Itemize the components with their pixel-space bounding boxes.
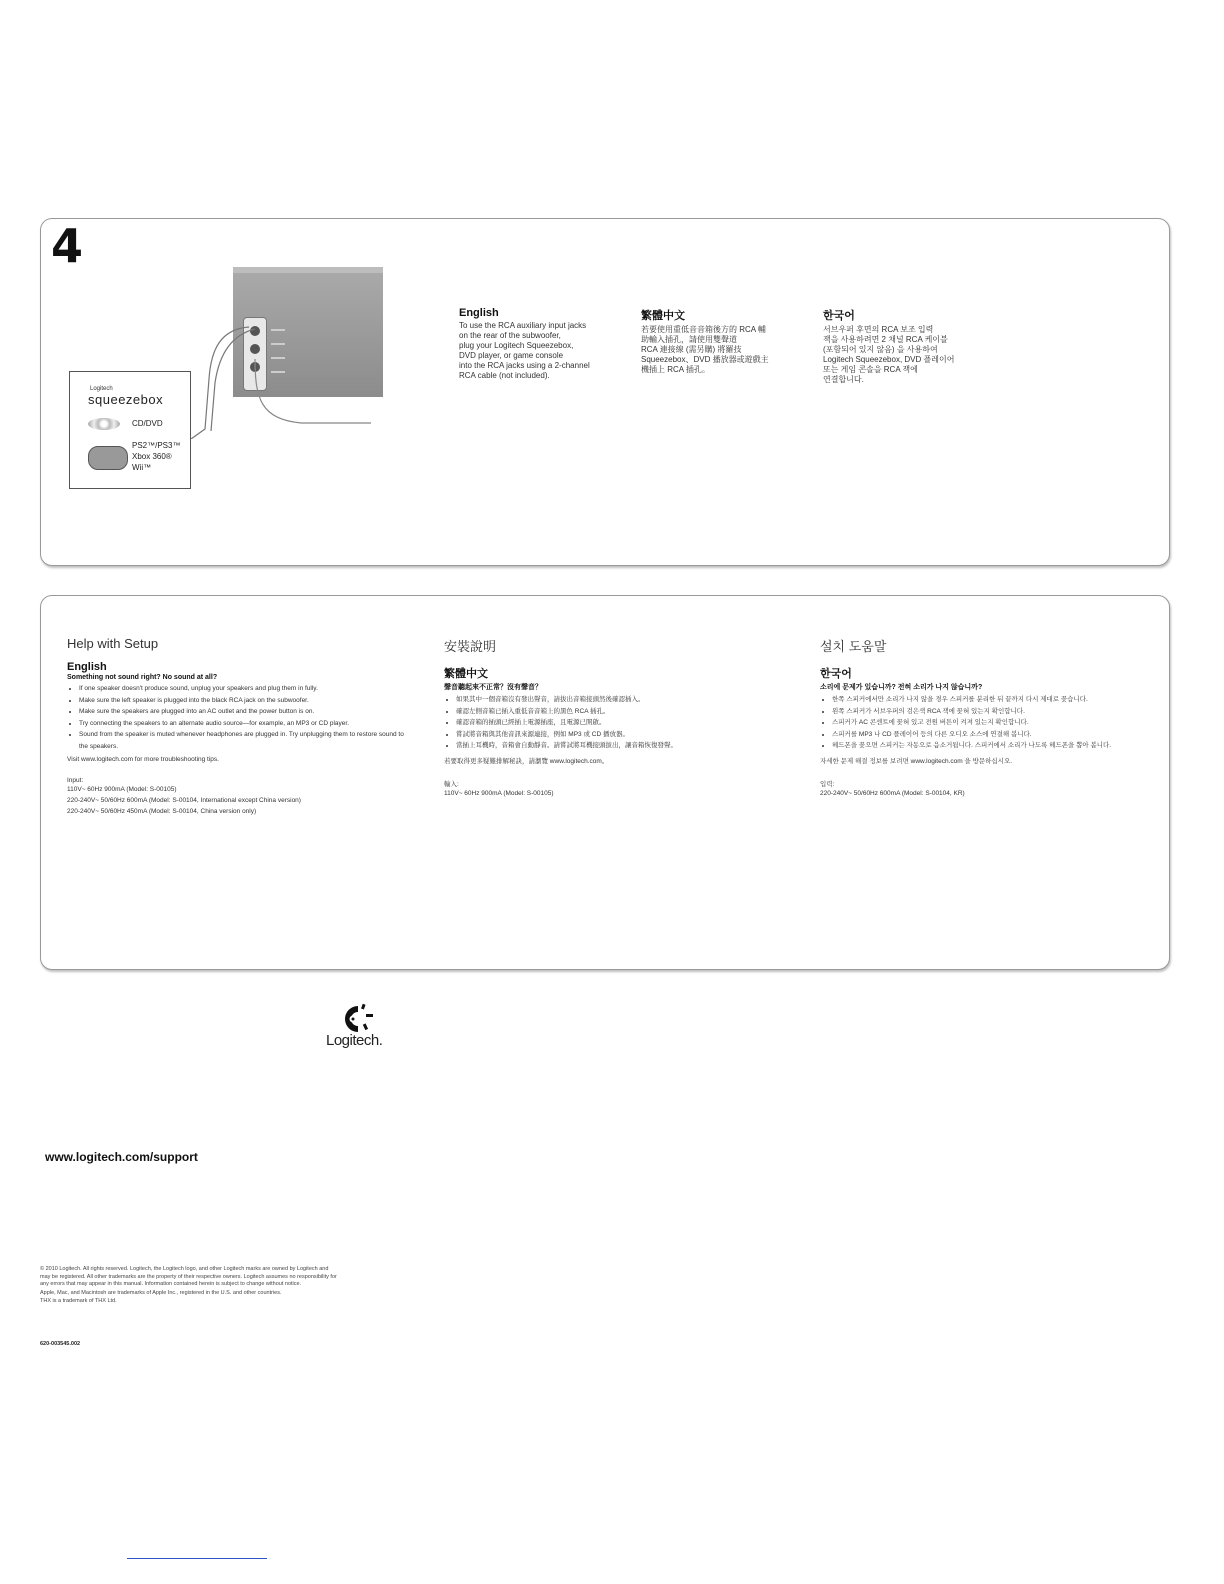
step-korean-body: 서브우퍼 후면의 RCA 보조 입력 잭을 사용하려면 2 채널 RCA 케이블 (포함되어 있지 않음) 을 사용하여 Logitech Squeezebox, DVD 플레이어 또는 게임 콘솔을 RCA 잭에 연결합니다. [823,325,955,384]
list-item: • 스피커가 AC 콘센트에 꽂혀 있고 전원 버튼이 켜져 있는지 확인합니다. [832,717,1150,729]
list-item: • Make sure the left speaker is plugged into the black RCA jack on the subwoofer. [79,695,407,707]
help-visit: Visit www.logitech.com for more troubleshooting tips. [67,756,219,763]
input-spec: 220-240V~ 50/60Hz 600mA (Model: S-00104, KR) [820,789,965,797]
help-lang-title: 한국어 [820,668,852,680]
logitech-wordmark: Logitech. [326,1032,383,1049]
gamepad-icon [88,446,128,470]
step-chinese-title: 繁體中文 [641,310,685,322]
step-korean [823,307,993,385]
input-spec: 110V~ 60Hz 900mA (Model: S-00105) [444,789,554,797]
support-url[interactable]: www.logitech.com/support [45,1150,198,1164]
legal-paragraph: Apple, Mac, and Macintosh are trademarks of Apple Inc., registered in the U.S. and other countries. [40,1289,282,1296]
step-english [459,307,619,381]
help-list [67,683,407,752]
help-list [444,694,784,752]
input-label: 입력: [820,780,835,788]
list-item: • 當插上耳機時，音箱會自動靜音。請嘗試將耳機接頭拔出，讓音箱恢復發聲。 [456,740,784,752]
help-panel [40,595,1170,970]
help-question: 聲音聽起來不正常？沒有聲音？ [444,684,542,691]
step-chinese [641,307,801,375]
part-number: 620-003545.002 [40,1341,81,1347]
squeezebox-brand: squeezebox [88,392,164,407]
help-question: 소리에 문제가 있습니까? 전혀 소리가 나지 않습니까? [820,684,983,691]
legal-paragraph: THX is a trademark of THX Ltd. [40,1298,117,1304]
logitech-logo [326,1000,396,1056]
input-spec: 220-240V~ 50/60Hz 600mA (Model: S-00104, International except China version) [67,797,301,804]
step-chinese-body: 若要使用重低音音箱後方的 RCA 輔 助輸入插孔，請使用雙聲道 RCA 連接線 (需另購) 將羅技 Squeezebox、DVD 播放器或遊戲主 機插上 RCA 插孔。 [641,325,769,374]
bottom-rule [127,1558,267,1559]
input-spec: 220-240V~ 50/60Hz 450mA (Model: S-00104, China version only) [67,808,257,815]
help-visit: 若要取得更多疑難排解秘訣，請瀏覽 www.logitech.com。 [444,757,609,765]
help-visit: 자세한 문제 해결 정보를 보려면 www.logitech.com 을 방문하십시오. [820,757,1013,765]
console-labels [132,440,180,473]
legal-notice [40,1266,340,1307]
list-item: • 確認左側音箱已插入重低音音箱上的黑色 RCA 插孔。 [456,706,784,718]
cd-dvd-label: CD/DVD [132,419,163,428]
help-korean [820,636,1150,799]
audio-sources-box [69,371,191,489]
list-item: • 스피커를 MP3 나 CD 플레이어 등의 다른 오디오 소스에 연결해 봅니다. [832,729,1150,741]
logitech-mark-icon [336,1002,376,1034]
legal-paragraph: © 2010 Logitech. All rights reserved. Logitech, the Logitech logo, and other Logitech marks are owned by Logitech and may be registered. All other trademarks are the property of their respective owners. Logitech assumes no responsibility for any errors that may appear in this manual. Information contained herein is subject to change without notice. [40,1266,337,1287]
step-korean-title: 한국어 [823,310,855,322]
list-item: • Try connecting the speakers to an alternate audio source—for example, an MP3 or CD player. [79,718,407,730]
console-label: PS2™/PS3™ [132,441,181,450]
input-label: 輸入: [444,780,459,788]
step-english-body: To use the RCA auxiliary input jacks on the rear of the subwoofer, plug your Logitech Squeezebox, DVD player, or game console into the RCA jacks using a 2-channel RCA cable (not included). [459,321,590,380]
cd-disc-icon [88,418,120,430]
help-question: Something not sound right? No sound at all? [67,674,218,681]
rca-cable-illustration [191,319,391,439]
step-number: 4 [51,219,84,273]
step-panel [40,218,1170,566]
help-lang-title: English [67,661,107,673]
help-english [67,636,407,817]
help-heading: Help with Setup [67,636,159,651]
input-label: Input: [67,777,84,784]
list-item: • Sound from the speaker is muted whenever headphones are plugged in. Try unplugging them to restore sound to the speakers. [79,729,407,752]
help-heading: 설치 도움말 [820,639,887,654]
help-chinese [444,636,784,799]
list-item: • Make sure the speakers are plugged into an AC outlet and the power button is on. [79,706,407,718]
list-item: • If one speaker doesn't produce sound, unplug your speakers and plug them in fully. [79,683,407,695]
list-item: • 如果其中一個音箱沒有發出聲音，請拔出音箱接頭然後確認插入。 [456,694,784,706]
list-item: • 確認音箱的插頭已經插上電源插座，且電源已開啟。 [456,717,784,729]
list-item: • 헤드폰을 꽂으면 스피커는 자동으로 음소거됩니다. 스피커에서 소리가 나도록 헤드폰을 뽑아 봅니다. [832,740,1150,752]
console-label: Xbox 360® [132,452,172,461]
help-list [820,694,1150,752]
list-item: • 嘗試將音箱與其他音訊來源連接，例如 MP3 或 CD 播放器。 [456,729,784,741]
step-english-title: English [459,307,499,319]
input-spec: 110V~ 60Hz 900mA (Model: S-00105) [67,786,177,793]
list-item: • 한쪽 스피커에서만 소리가 나지 않을 경우 스피커를 분리한 뒤 끝까지 다시 제대로 꽂습니다. [832,694,1150,706]
list-item: • 왼쪽 스피커가 서브우퍼의 검은색 RCA 잭에 꽂혀 있는지 확인합니다. [832,706,1150,718]
help-heading: 安裝說明 [444,639,497,654]
squeezebox-brand-small: Logitech [90,386,113,392]
help-lang-title: 繁體中文 [444,668,488,680]
console-label: Wii™ [132,463,152,472]
